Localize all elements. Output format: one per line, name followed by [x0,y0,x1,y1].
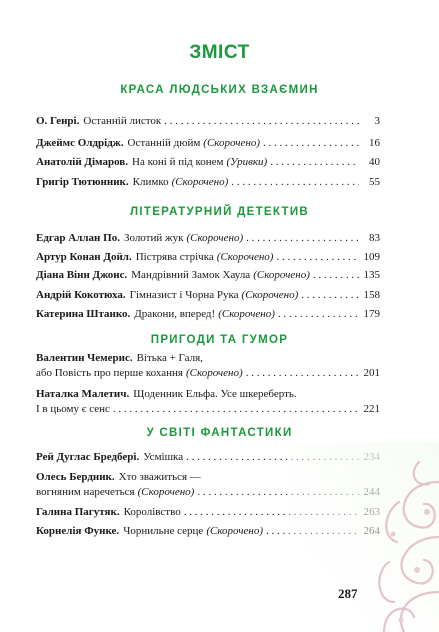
toc-entry[interactable] [36,307,380,322]
floral-ornament-icon [289,442,439,632]
work-note: (Скорочено) [185,367,243,379]
toc-entry[interactable] [36,136,380,151]
work-title: Усмішка [143,451,184,463]
toc-entry[interactable] [36,387,380,417]
toc-entry[interactable] [36,250,380,265]
author-name: Діана Вінн Джонс. [36,269,128,281]
page-ref: 201 [363,367,380,379]
dot-leader [263,136,359,151]
work-title: Пістрява стрічка [135,251,214,263]
work-title: Чорнильне серце [123,525,204,537]
work-note: (Скорочено) [241,289,299,301]
page-ref: 109 [363,251,380,263]
work-title: Останній листок [83,115,162,127]
author-name: Григір Тютюнник. [36,176,129,188]
dot-leader [113,402,359,417]
work-title: Вітька + Галя, [136,352,203,364]
work-title: Золотий жук [123,232,184,244]
author-name: Корнелія Функе. [36,525,120,537]
work-note: (Скорочено) [171,176,229,188]
section-title-4: У СВІТІ ФАНТАСТИКИ [146,427,293,439]
page-number: 287 [338,586,358,601]
work-note: (Скорочено) [206,525,264,537]
work-title: Дракони, вперед! [134,308,216,320]
page-ref: 3 [374,115,380,127]
author-name: Едгар Аллан По. [36,232,120,244]
author-name: О. Генрі. [36,115,80,127]
author-name: Галина Пагутяк. [36,506,120,518]
dot-leader [313,268,359,283]
work-note: (Скорочено) [218,308,275,320]
page-ref: 135 [363,269,380,281]
section-title-2: ЛІТЕРАТУРНИЙ ДЕТЕКТИВ [130,206,309,218]
dot-leader [246,366,359,381]
toc-entry[interactable] [36,114,380,129]
author-name: Анатолій Дімаров. [36,156,129,168]
page-ref: 221 [363,403,380,415]
work-title: Останній дюйм [127,137,201,149]
author-name: Катерина Штанко. [36,308,131,320]
work-title-continued: або Повість про перше кохання [36,367,183,379]
work-title: На коні й під конем [132,156,224,168]
author-name: Валентин Чемерис. [36,352,133,364]
author-name: Джеймс Олдрідж. [36,137,124,149]
dot-leader [270,155,359,170]
dot-leader [278,307,359,322]
page-ref: 158 [363,289,380,301]
toc-entry[interactable] [36,175,380,190]
work-title: Климко [132,176,169,188]
author-name: Артур Конан Дойл. [36,251,132,263]
work-title: Гімназист і Чорна Рука [129,289,239,301]
work-title: Щоденник Ельфа. Усе шкереберть. [133,388,297,400]
toc-entry[interactable] [36,351,380,381]
dot-leader [301,288,359,303]
page-ref: 55 [369,176,380,188]
page-title: ЗМІСТ [189,42,250,63]
toc-entry[interactable] [36,268,380,283]
work-title-continued: І в цьому є сенс [36,403,110,415]
author-name: Олесь Бердник. [36,471,115,483]
toc-entry[interactable] [36,231,380,246]
page-ref: 16 [369,137,380,149]
page-ref: 40 [369,156,380,168]
work-note: (Скорочено) [137,486,195,498]
dot-leader [246,231,359,246]
work-note: (Скорочено) [186,232,244,244]
toc-entry[interactable] [36,288,380,303]
work-title-continued: вогняним наречеться [36,486,135,498]
author-name: Рей Дуглас Бредбері. [36,451,140,463]
toc-entry[interactable] [36,155,380,170]
dot-leader [164,114,359,129]
section-title-3: ПРИГОДИ ТА ГУМОР [150,334,289,346]
dot-leader [231,175,359,190]
work-title: Королівство [123,506,181,518]
page-ref: 83 [369,232,380,244]
work-title: Мандрівний Замок Хаула [131,269,251,281]
work-note: (Скорочено) [253,269,310,281]
work-note: (Скорочено) [216,251,274,263]
work-note: (Уривки) [226,156,268,168]
author-name: Андрій Кокотюха. [36,289,126,301]
page-ref: 179 [363,308,380,320]
dot-leader [276,250,359,265]
author-name: Наталка Малетич. [36,388,130,400]
work-note: (Скорочено) [203,137,260,149]
work-title: Хто зважиться — [118,471,201,483]
section-title-1: КРАСА ЛЮДСЬКИХ ВЗАЄМИН [120,84,319,96]
